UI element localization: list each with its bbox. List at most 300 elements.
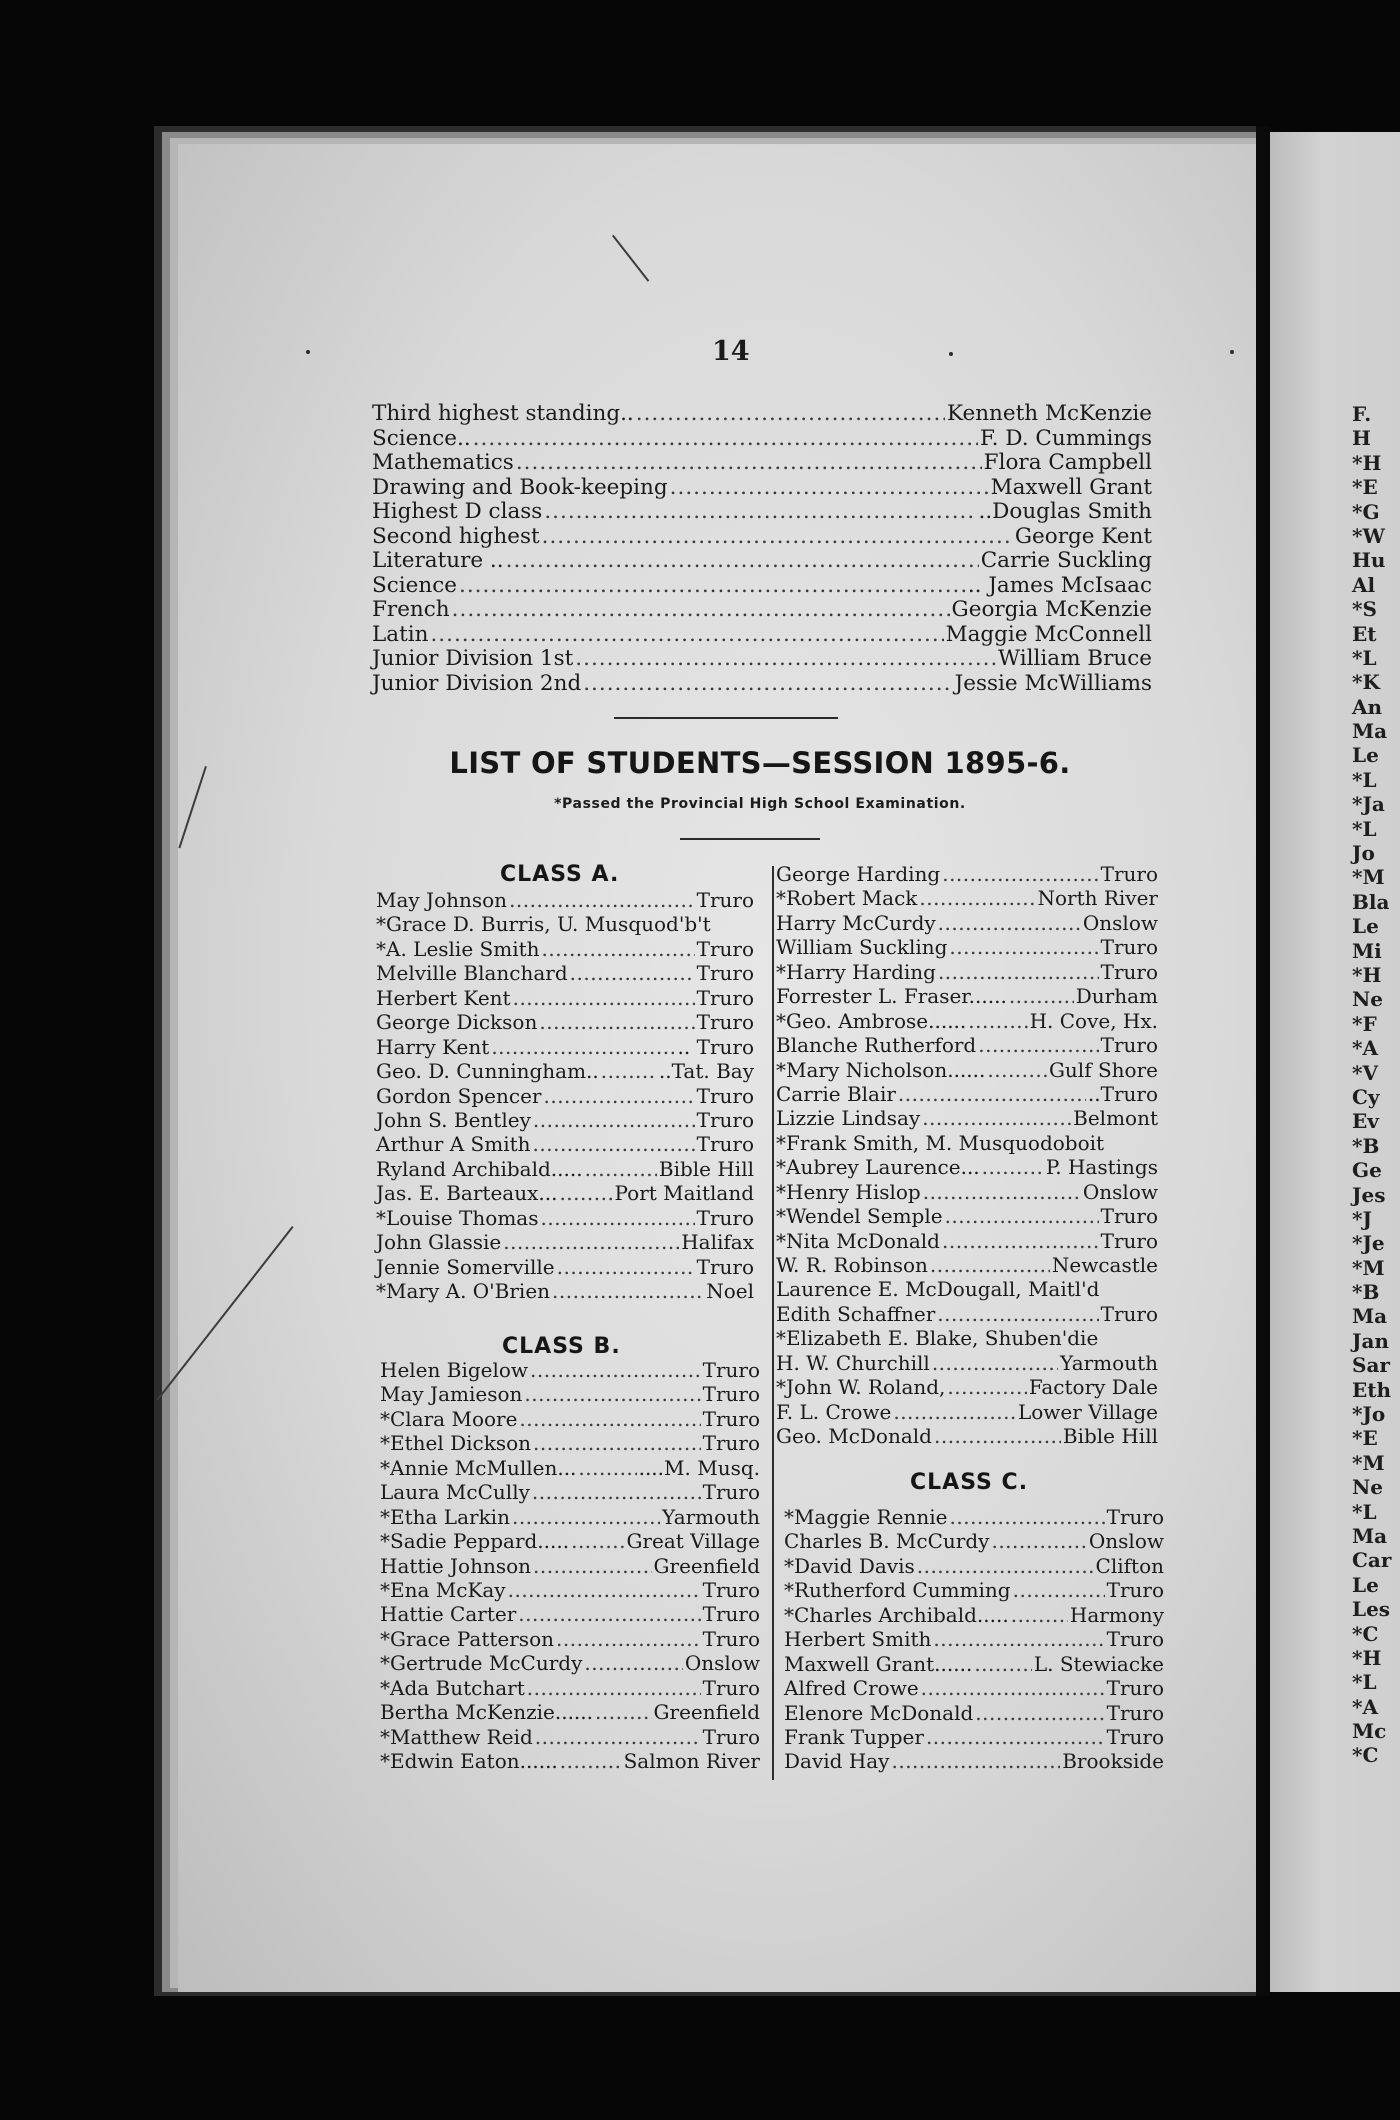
fragment-text: *S — [1352, 597, 1377, 622]
student-hometown: Greenfield — [653, 1700, 760, 1725]
awards-list — [372, 402, 1152, 696]
award-recipient: Georgia McKenzie — [951, 597, 1152, 622]
fragment-text: Jan — [1352, 1328, 1389, 1353]
student-hometown: Truro — [702, 1626, 760, 1651]
award-row — [372, 574, 1152, 599]
leader-dots — [932, 1351, 1058, 1375]
student-row — [776, 1375, 1158, 1399]
leader-dots — [934, 1424, 1061, 1448]
student-row — [376, 1035, 754, 1059]
award-row — [372, 647, 1152, 672]
leader-dots — [527, 1676, 701, 1700]
student-name: Jas. E. Barteaux... — [376, 1181, 558, 1206]
fragment-text: F. — [1352, 402, 1372, 426]
award-recipient: George Kent — [1014, 523, 1152, 549]
student-row — [776, 1253, 1158, 1277]
student-name: Harry McCurdy — [776, 910, 936, 935]
class-a-list — [376, 888, 754, 1303]
student-name: H. W. Churchill — [776, 1350, 930, 1375]
student-name: W. R. Robinson — [776, 1253, 928, 1277]
student-row — [376, 986, 754, 1010]
leader-dots — [542, 937, 695, 961]
fragment-text: *V — [1352, 1060, 1378, 1085]
fragment-text: *C — [1352, 1621, 1379, 1646]
fragment-text: *A — [1352, 1694, 1378, 1719]
student-hometown: Belmont — [1073, 1106, 1158, 1131]
student-name: *Frank Smith, M. Musquodoboit — [776, 1130, 1105, 1155]
student-row — [784, 1652, 1164, 1676]
fragment-text: Bla — [1352, 889, 1390, 914]
student-hometown: Truro — [702, 1358, 760, 1382]
student-hometown: ....M. Musq. — [638, 1455, 760, 1480]
leader-dots — [570, 961, 695, 985]
list-note: *Passed the Provincial High School Examination. — [554, 796, 966, 812]
fragment-text: *W — [1352, 523, 1385, 548]
fragment-text: Le — [1352, 1572, 1379, 1597]
student-name: Charles B. McCurdy — [784, 1529, 990, 1554]
student-name: *A. Leslie Smith — [376, 936, 540, 961]
award-row — [372, 525, 1152, 550]
student-name: May Jamieson — [380, 1382, 523, 1407]
fragment-text: H — [1352, 426, 1371, 451]
student-name: Arthur A Smith — [376, 1132, 531, 1157]
fragment-text: *M — [1352, 1450, 1385, 1475]
leader-dots — [942, 862, 1098, 886]
student-name: *Mary Nicholson...... — [776, 1057, 986, 1082]
leader-dots — [974, 1652, 1032, 1676]
leader-dots — [1011, 1603, 1068, 1627]
student-row — [376, 1108, 754, 1132]
student-row — [776, 1229, 1158, 1253]
award-label: Second highest — [372, 523, 540, 549]
student-name: Carrie Blair — [776, 1081, 896, 1106]
student-hometown: Truro — [696, 1132, 754, 1157]
student-name: *Grace D. Burris, U. Musquod'b't — [376, 912, 711, 937]
fragment-text: *G — [1352, 499, 1380, 524]
student-name: John Glassie — [376, 1230, 502, 1255]
student-name: *Ethel Dickson — [380, 1431, 532, 1456]
fragment-text: An — [1352, 694, 1383, 719]
fragment-text: Les — [1352, 1597, 1391, 1622]
student-hometown: .. Truro — [677, 1034, 754, 1059]
award-recipient: .. James McIsaac — [967, 572, 1152, 598]
fragment-text: *L — [1352, 767, 1377, 792]
student-hometown: Bible Hill — [658, 1156, 754, 1181]
award-row — [372, 402, 1152, 427]
student-name: Gordon Spencer — [376, 1083, 542, 1108]
fragment-text: Ma — [1352, 1523, 1388, 1548]
fragment-text: *H — [1352, 1645, 1382, 1670]
leader-dots — [917, 1554, 1094, 1578]
student-row — [376, 1132, 754, 1156]
student-name: *Ada Butchart — [380, 1675, 525, 1700]
leader-dots — [584, 1651, 683, 1675]
fragment-text: Ne — [1352, 1475, 1384, 1500]
student-name: Alfred Crowe — [784, 1676, 919, 1701]
award-label: Highest D class — [372, 499, 543, 524]
student-row — [776, 984, 1158, 1008]
student-name: *Sadie Peppard..... — [380, 1529, 570, 1554]
leader-dots — [1009, 984, 1074, 1008]
award-recipient: Flora Campbell — [983, 450, 1152, 475]
student-hometown: Truro — [1106, 1724, 1164, 1749]
student-row — [784, 1554, 1164, 1578]
award-label: Science.. — [372, 425, 471, 451]
award-row — [372, 500, 1152, 525]
student-row — [776, 1277, 1158, 1301]
leader-dots — [922, 1106, 1071, 1130]
student-hometown: Truro — [702, 1675, 760, 1700]
student-hometown: Durham — [1075, 984, 1158, 1009]
student-hometown: Truro — [1100, 862, 1158, 886]
leader-dots — [575, 647, 996, 672]
student-name: *Mary A. O'Brien — [376, 1279, 551, 1303]
student-name: *Rutherford Cumming — [784, 1578, 1011, 1603]
student-hometown: Brookside — [1062, 1749, 1164, 1774]
leader-dots — [893, 1400, 1016, 1424]
leader-dots — [530, 1358, 701, 1382]
leader-dots — [571, 1529, 624, 1553]
award-recipient: F. D. Cummings — [980, 425, 1152, 451]
leader-dots — [540, 1206, 694, 1230]
student-name: Forrester L. Fraser...... — [776, 984, 1007, 1009]
student-row — [376, 1059, 754, 1083]
award-row — [372, 476, 1152, 501]
leader-dots — [533, 1431, 701, 1455]
student-name: Herbert Smith — [784, 1627, 932, 1652]
student-name: F. L. Crowe — [776, 1399, 892, 1424]
student-row — [376, 961, 754, 985]
student-hometown: ..Truro — [1087, 1081, 1158, 1106]
leader-dots — [516, 451, 982, 476]
student-name: Hattie Johnson — [380, 1553, 532, 1578]
leader-dots — [898, 1082, 1086, 1106]
student-row — [380, 1651, 760, 1675]
student-hometown: Clifton — [1095, 1553, 1164, 1578]
award-label: Drawing and Book-keeping — [372, 474, 668, 500]
student-row — [776, 1009, 1158, 1033]
leader-dots — [513, 986, 695, 1010]
student-row — [380, 1602, 760, 1626]
leader-dots — [509, 888, 695, 912]
right-page-text-fragments — [1352, 402, 1400, 1768]
student-name: Harry Kent — [376, 1034, 490, 1059]
leader-dots — [578, 1456, 636, 1480]
award-label: Junior Division 1st — [372, 646, 574, 671]
student-hometown: Harmony — [1069, 1602, 1164, 1627]
class-b-list — [380, 1358, 760, 1773]
student-row — [776, 862, 1158, 886]
leader-dots — [595, 1700, 652, 1724]
student-row — [776, 1058, 1158, 1082]
student-name: William Suckling — [776, 935, 948, 960]
student-row — [380, 1700, 760, 1724]
award-recipient: Jessie McWilliams — [954, 670, 1152, 696]
student-hometown: Truro — [1100, 1228, 1158, 1253]
student-row — [380, 1725, 760, 1749]
fragment-text: Eth — [1352, 1377, 1392, 1402]
leader-dots — [636, 402, 945, 427]
leader-dots — [535, 1725, 701, 1749]
student-hometown: Truro — [702, 1577, 760, 1602]
student-row — [380, 1407, 760, 1431]
leader-dots — [532, 1480, 701, 1504]
section-rule — [614, 717, 838, 719]
fragment-text: Ne — [1352, 987, 1384, 1012]
award-row — [372, 672, 1152, 697]
leader-dots — [556, 1627, 701, 1651]
student-hometown: North River — [1037, 886, 1158, 911]
student-row — [376, 1206, 754, 1230]
student-hometown: Port Maitland — [614, 1181, 754, 1206]
leader-dots — [583, 672, 952, 697]
fragment-text: Ma — [1352, 1304, 1388, 1329]
student-row — [776, 1204, 1158, 1228]
student-hometown: H. Cove, Hx. — [1029, 1008, 1158, 1033]
student-hometown: Truro — [702, 1602, 760, 1627]
student-name: *John W. Roland, — [776, 1375, 946, 1400]
student-row — [376, 888, 754, 912]
award-row — [372, 623, 1152, 648]
student-hometown: Truro — [696, 961, 754, 986]
student-row — [776, 1424, 1158, 1448]
award-row — [372, 427, 1152, 452]
student-name: *Charles Archibald..... — [784, 1602, 1009, 1627]
leader-dots — [942, 1229, 1099, 1253]
fragment-text: Car — [1352, 1548, 1392, 1573]
leader-dots — [473, 427, 978, 452]
leader-dots — [506, 549, 979, 574]
fragment-text: Hu — [1352, 548, 1386, 573]
student-hometown: Truro — [696, 888, 754, 912]
ink-speck — [306, 350, 310, 354]
fragment-text: Ma — [1352, 719, 1388, 744]
student-hometown: Truro — [1100, 1301, 1158, 1326]
student-hometown: Truro — [1100, 959, 1158, 984]
award-label: French — [372, 597, 450, 622]
student-row — [784, 1505, 1164, 1529]
leader-dots — [933, 1627, 1104, 1651]
leader-dots — [542, 525, 1013, 550]
leader-dots — [559, 1181, 612, 1205]
student-hometown: Truro — [1106, 1627, 1164, 1652]
fragment-text: *H — [1352, 450, 1382, 475]
student-hometown: Truro — [696, 1107, 754, 1132]
student-hometown: L. Stewiacke — [1033, 1651, 1164, 1676]
student-row — [380, 1554, 760, 1578]
fragment-text: *Je — [1352, 1231, 1385, 1256]
student-row — [380, 1676, 760, 1700]
student-hometown: Yarmouth — [662, 1504, 760, 1529]
student-name: Hattie Carter — [380, 1602, 517, 1627]
student-hometown: Truro — [702, 1480, 760, 1505]
leader-dots — [430, 623, 943, 648]
leader-dots — [991, 1529, 1086, 1553]
fragment-text: Et — [1352, 621, 1377, 646]
leader-dots — [557, 1255, 695, 1279]
student-name: Lizzie Lindsay — [776, 1106, 921, 1131]
column-divider — [772, 866, 774, 1780]
student-hometown: Gulf Shore — [1048, 1057, 1158, 1082]
leader-dots — [982, 1155, 1044, 1179]
award-recipient: William Bruce — [998, 646, 1152, 671]
ink-speck — [949, 352, 953, 356]
student-name: David Hay — [784, 1749, 890, 1774]
student-row — [784, 1529, 1164, 1553]
leader-dots — [524, 1382, 700, 1406]
leader-dots — [926, 1725, 1105, 1749]
student-hometown: P. Hastings — [1045, 1155, 1158, 1180]
leader-dots — [518, 1602, 700, 1626]
leader-dots — [968, 1009, 1027, 1033]
leader-dots — [919, 886, 1035, 910]
student-name: Elenore McDonald — [784, 1700, 974, 1725]
student-name: *Robert Mack — [776, 886, 918, 911]
student-row — [376, 1255, 754, 1279]
award-recipient: ..Douglas Smith — [978, 499, 1152, 524]
student-hometown: Truro — [696, 1083, 754, 1108]
student-name: George Dickson — [376, 1010, 538, 1035]
student-name: Maxwell Grant...... — [784, 1651, 973, 1676]
student-hometown: Newcastle — [1051, 1253, 1158, 1277]
student-hometown: Greenfield — [653, 1553, 760, 1578]
student-hometown: Truro — [1100, 935, 1158, 960]
award-label: Mathematics — [372, 450, 514, 475]
student-row — [776, 1082, 1158, 1106]
student-name: *Grace Patterson — [380, 1626, 554, 1651]
student-hometown: Lower Village — [1017, 1399, 1158, 1424]
fragment-text: Jes — [1352, 1182, 1386, 1207]
fragment-text: *E — [1352, 475, 1378, 500]
student-hometown: Salmon River — [623, 1749, 760, 1773]
student-name: May Johnson — [376, 888, 508, 912]
student-row — [380, 1505, 760, 1529]
student-row — [776, 1351, 1158, 1375]
student-hometown: Onslow — [1082, 1179, 1158, 1204]
student-hometown: Truro — [696, 1205, 754, 1230]
award-recipient: Kenneth McKenzie — [947, 401, 1152, 426]
leader-dots — [533, 1132, 695, 1156]
leader-dots — [585, 1157, 657, 1181]
student-row — [380, 1627, 760, 1651]
student-name: Geo. D. Cunningham.. — [376, 1059, 599, 1084]
student-hometown: Factory Dale — [1028, 1375, 1158, 1400]
student-hometown: Halifax — [681, 1230, 754, 1255]
student-name: *Harry Harding — [776, 959, 936, 984]
fragment-text: *F — [1352, 1011, 1377, 1036]
leader-dots — [921, 1676, 1105, 1700]
student-name: Bertha McKenzie...... — [380, 1700, 594, 1725]
student-row — [776, 1033, 1158, 1057]
student-hometown: Yarmouth — [1060, 1350, 1158, 1375]
award-label: Science — [372, 572, 457, 598]
leader-dots — [543, 1084, 694, 1108]
student-name: *Henry Hislop — [776, 1179, 921, 1204]
student-row — [376, 912, 754, 936]
fragment-text: *A — [1352, 1036, 1378, 1061]
student-row — [380, 1529, 760, 1553]
fragment-text: Mc — [1352, 1719, 1387, 1744]
leader-dots — [533, 1108, 695, 1132]
student-hometown: Truro — [696, 1254, 754, 1279]
student-name: *Gertrude McCurdy — [380, 1651, 583, 1676]
class-c-heading: CLASS C. — [910, 1470, 1029, 1495]
fragment-text: Al — [1352, 572, 1376, 597]
student-name: Laurence E. McDougall, Maitl'd — [776, 1277, 1100, 1302]
student-name: *Maggie Rennie — [784, 1505, 948, 1529]
fragment-text: *K — [1352, 670, 1380, 695]
leader-dots — [452, 598, 950, 623]
award-recipient: Carrie Suckling — [980, 548, 1152, 573]
leader-dots — [539, 1010, 694, 1034]
leader-dots — [560, 1749, 622, 1773]
student-name: Helen Bigelow — [380, 1358, 529, 1382]
award-label: Literature .. — [372, 548, 504, 573]
student-hometown: Truro — [702, 1431, 760, 1456]
student-row — [380, 1456, 760, 1480]
student-hometown: Truro — [1106, 1505, 1164, 1529]
student-hometown: Noel — [706, 1279, 754, 1303]
fragment-text: Mi — [1352, 938, 1382, 963]
student-row — [776, 1180, 1158, 1204]
fragment-text: Ev — [1352, 1109, 1379, 1134]
student-row — [776, 1302, 1158, 1326]
student-row — [380, 1749, 760, 1773]
leader-dots — [552, 1279, 704, 1303]
student-row — [784, 1749, 1164, 1773]
fragment-text: Le — [1352, 914, 1379, 939]
fragment-text: *M — [1352, 1255, 1385, 1280]
student-row — [380, 1578, 760, 1602]
fragment-text: Sar — [1352, 1353, 1390, 1378]
student-row — [784, 1676, 1164, 1700]
student-row — [784, 1603, 1164, 1627]
student-row — [776, 886, 1158, 910]
student-name: *Edwin Eaton...... — [380, 1749, 558, 1773]
fragment-text: *Jo — [1352, 1402, 1386, 1427]
book-gutter — [1256, 126, 1270, 1996]
student-hometown: Truro — [702, 1382, 760, 1407]
student-hometown: Truro — [696, 1010, 754, 1035]
student-row — [776, 1106, 1158, 1130]
student-row — [776, 1155, 1158, 1179]
leader-dots — [937, 1302, 1098, 1326]
student-row — [784, 1701, 1164, 1725]
leader-dots — [533, 1554, 651, 1578]
student-name: Geo. McDonald — [776, 1424, 932, 1449]
student-row — [376, 1230, 754, 1254]
leader-dots — [491, 1035, 675, 1059]
student-hometown: Bible Hill — [1062, 1424, 1158, 1449]
leader-dots — [947, 1375, 1026, 1399]
leader-dots — [459, 574, 966, 599]
student-row — [776, 935, 1158, 959]
student-row — [784, 1627, 1164, 1651]
student-row — [784, 1725, 1164, 1749]
fragment-text: *B — [1352, 1133, 1380, 1158]
student-name: *David Davis — [784, 1553, 915, 1578]
student-row — [376, 1279, 754, 1303]
leader-dots — [938, 911, 1081, 935]
fragment-text: *Ja — [1352, 792, 1385, 817]
student-name: Blanche Rutherford — [776, 1033, 977, 1058]
class-c-list — [784, 1505, 1164, 1774]
leader-dots — [949, 935, 1098, 959]
leader-dots — [987, 1058, 1047, 1082]
leader-dots — [519, 1407, 700, 1431]
award-label: Junior Division 2nd — [372, 670, 582, 696]
student-row — [784, 1578, 1164, 1602]
